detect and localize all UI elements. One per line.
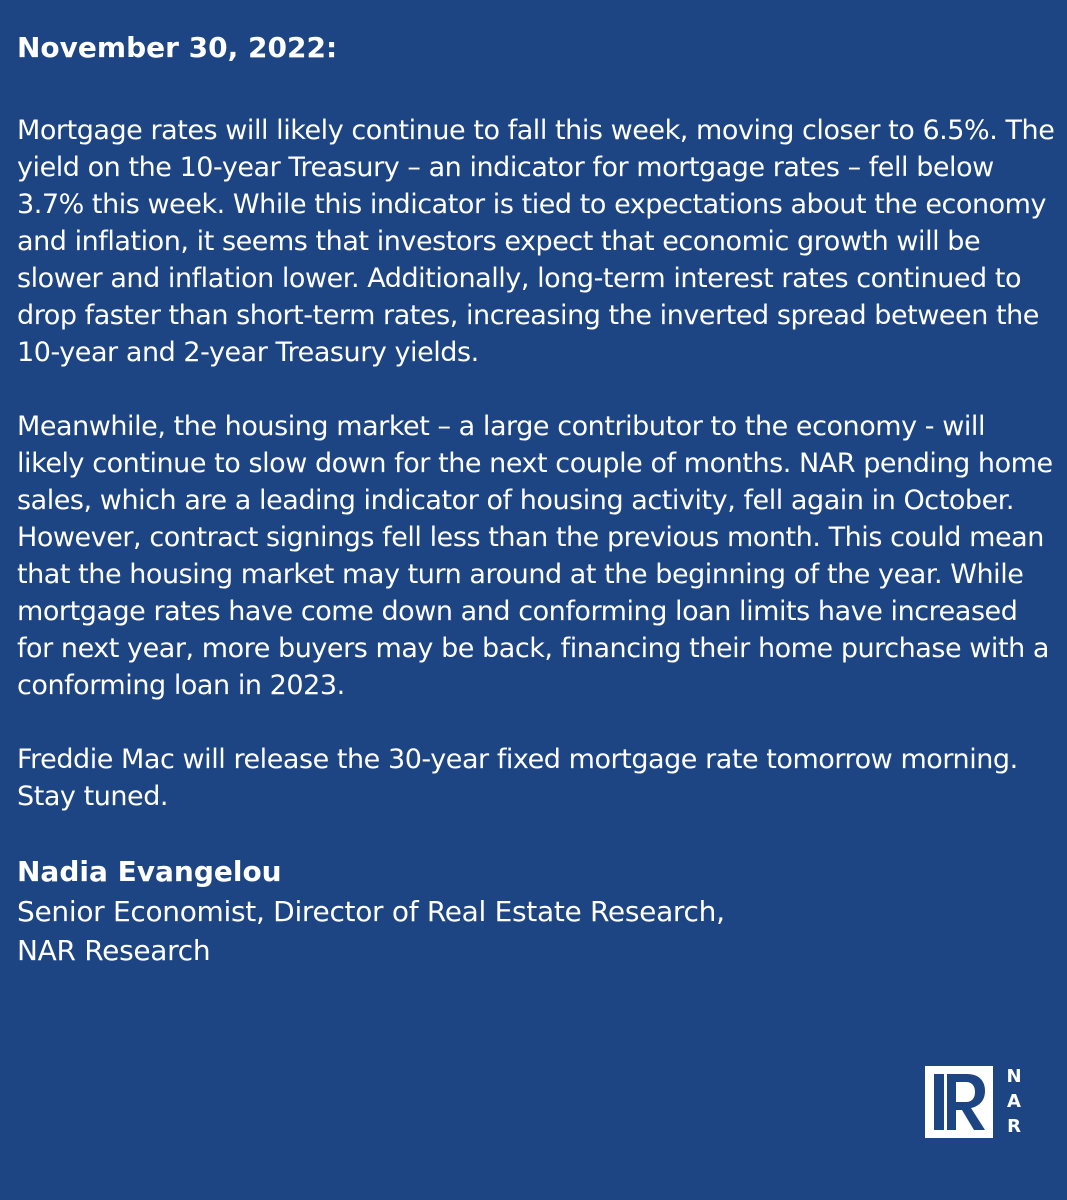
- nar-logo: [925, 1066, 1025, 1138]
- paragraph-rates: Mortgage rates will likely continue to fall this week, moving closer to 6.5%. The yield on the 10-year Treasury – an indicator for mortgage rates – fell below 3.7% this week. While this indicator is tied to expectations about the economy and inflation, it seems that investors expect that economic growth will be slower and inflation lower. Additionally, long-term interest rates continued to drop faster than short-term rates, increasing the inverted spread between the 10-year and 2-year Treasury yields.: [17, 115, 1055, 368]
- nar-letters: [1003, 1066, 1025, 1138]
- author-name: Nadia Evangelou: [17, 855, 282, 888]
- paragraph-housing-market: Meanwhile, the housing market – a large contributor to the economy - will likely continue to slow down for the next couple of months. NAR pending home sales, which are a leading indicator of housing activity, fell again in October. However, contract signings fell less than the previous month. This could mean that the housing market may turn around at the beginning of the year. While mortgage rates have come down and conforming loan limits have increased for next year, more buyers may be back, financing their home purchase with a conforming loan in 2023.: [17, 411, 1053, 701]
- logo-letter-n: N: [1006, 1066, 1022, 1087]
- author-organization: NAR Research: [17, 934, 211, 967]
- logo-letter-a: A: [1007, 1091, 1021, 1112]
- realtor-r-logo-icon: [925, 1066, 993, 1138]
- signature: [17, 852, 1057, 970]
- paragraph-freddie-mac: Freddie Mac will release the 30-year fixed mortgage rate tomorrow morning. Stay tuned.: [17, 744, 1018, 812]
- logo-letter-r: R: [1007, 1116, 1021, 1137]
- post-content: [17, 26, 1057, 970]
- author-title: Senior Economist, Director of Real Estate Research,: [17, 895, 725, 928]
- post-date: November 30, 2022:: [17, 31, 338, 64]
